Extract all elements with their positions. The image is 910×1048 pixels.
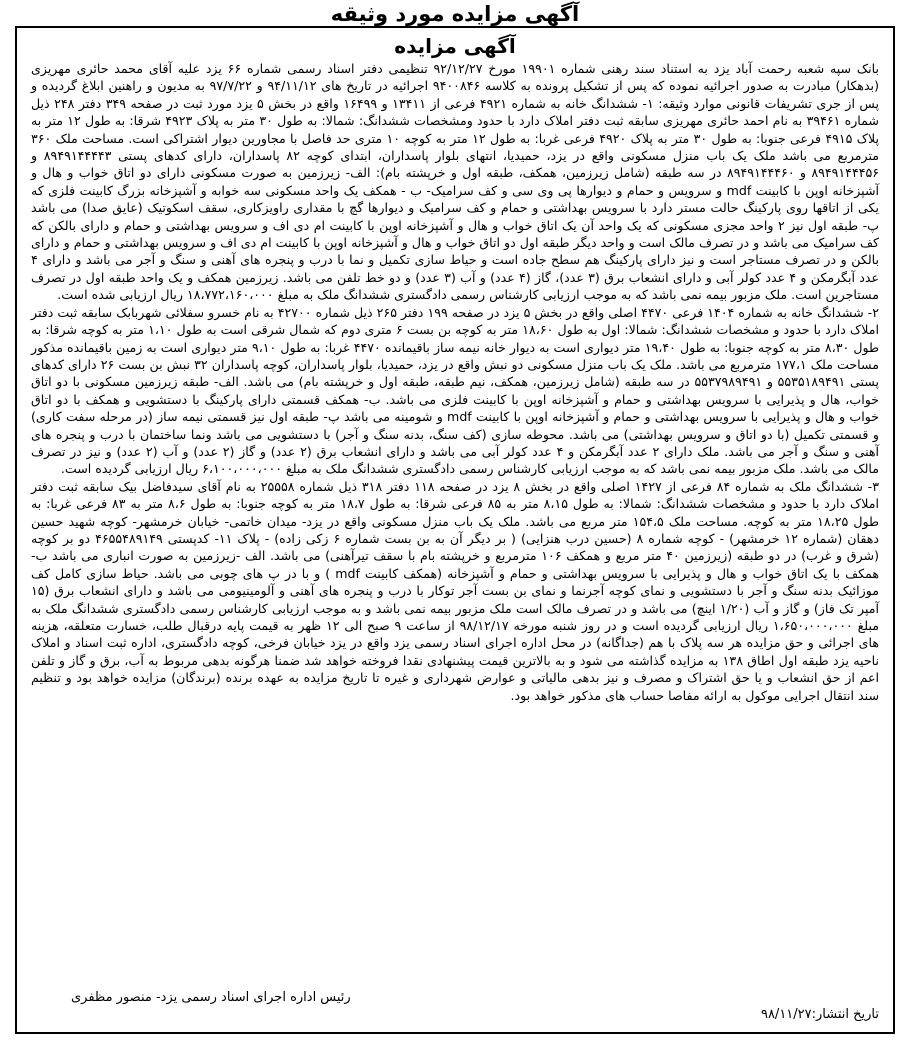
notice-frame [15, 26, 895, 1034]
notice-title: آگهی مزایده مورد وثیقه [330, 2, 580, 26]
publish-date: تاریخ انتشار:۹۸/۱۱/۲۷ [760, 1007, 879, 1022]
signature: رئیس اداره اجرای اسناد رسمی یزد- منصور مظفری [71, 990, 351, 1005]
paragraph-3: ۳- ششدانگ ملک به شماره ۸۴ فرعی از ۱۴۲۷ اصلی واقع در بخش ۸ یزد در صفحه ۱۱۸ دفتر ۳۱۸ ذیل شماره ۲۵۵۵۸ به نام آقای سیدفاضل بیک سابقه ثبت دفتر املاک دارد با حدود و مشخصات ششدانگ: شمالا: به طول ۸،۱۵ متر به ۸۵ فرعی شرقا: به طول ۱۸،۷ متر به کوچه جنوبا: به طول ۸،۶ متر به ۸۳ فرعی غربا: به طول ۱۸،۲۵ متر به کوچه. مساحت ملک ۱۵۴،۵ متر مربع می باشد. ملک یک باب منزل مسکونی واقع در یزد- میدان خاتمی- خیابان خرمشهر- کوچه شهید حسین دهقان (شماره ۱۲ خرمشهر) - کوچه شماره ۸ (حسین درب هنزایی) ( بر دیگر آن به بن بست شماره ۶ زکی زاده) - پلاک ۱۱- کدپستی ۴۶۵۵۴۸۹۱۴۹ دو بر کوچه (شرق و غرب) در دو طبقه (زیرزمین ۴۰ متر مربع و همکف ۱۰۶ مترمربع و خرپشته بام با سقف تیرآهنی) می باشد. الف -زیرزمین به صورت انباری می باشد ب- همکف با یک اتاق خواب و هال و پذیرایی با سرویس بهداشتی و حمام و آشپزخانه (همکف کابینت mdf ) و با در پ های چوبی می باشد. حیاط سازی کامل کف موزائیک بدنه سنگ و آجر با دستشویی و نمای کوچه آجرنما و نمای بن بست آجر توکار با درب و پنجره های آهنی و آلومینیومی می باشد و دارای انشعاب برق (۱۵ آمپر تک فاز) و گاز و آب (۱/۲۰ اینچ) می باشد و در تصرف مالک است ملک مزبور بیمه نمی باشد و به موجب ارزیابی کارشناس رسمی دادگستری ششدانگ ملک به مبلغ ۱،۶۵۰،۰۰۰،۰۰۰ ریال ارزیابی گردیده است و در روز شنبه مورخه ۹۸/۱۲/۱۷ از ساعت ۹ صبح الی ۱۲ ظهر به قیمت پایه درقبال طلب، خسارت متعلقه، هزینه های اجرائی و حق مزایده هر سه پلاک با هم (جداگانه) در محل اداره اجرای اسناد رسمی یزد واقع در یزد خیابان فرخی، کوچه دادگستری، اداره ثبت اسناد و املاک ناحیه یزد طبقه اول اطاق ۱۳۸ به مزایده گذاشته می شود و به بالاترین قیمت پیشنهادی نقدا فروخته خواهد شد ضمنا هرگونه بدهی مربوط به آب، برق و گاز و تلفن اعم از حق انشعاب و یا حق اشتراک و مصرف و نیز بدهی مالیاتی و عوارض شهرداری و غیره تا تاریخ مزایده به عهده برنده (برندگان) مزایده خواهد بود و تنظیم سند انتقال اجرایی موکول به ارائه مفاصا حساب های مذکور خواهد بود. [31, 478, 880, 703]
paragraph-2: ۲- ششدانگ خانه به شماره ۱۴۰۴ فرعی ۴۴۷۰ اصلی واقع در بخش ۵ یزد در صفحه ۱۹۹ دفتر ۲۶۵ ذیل شماره ۴۲۷۰۰ به نام خسرو سفلائی شهربابک سابقه ثبت دفتر املاک دارد با حدود و مشخصات ششدانگ: شمالا: اول به طول ۱۸،۶۰ متر به کوچه بن بست ۶ متری دوم که شمال شرقی است به طول ۱،۱۰ متر به کوچه شرقا: به طول ۸،۳۰ متر به کوچه جنوبا: به طول ۱۹،۴۰ متر دیواری است به دیوار خانه نیمه ساز باقیمانده ۴۴۷۰ غربا: به طول ۹،۱۰ متر دیواری است به زمین باقیمانده مذکور مساحت ملک ۱۷۷،۱ مترمربع می باشد. ملک یک باب منزل مسکونی دو نبش واقع در یزد، حمیدیا، بلوار پاسداران، کوچه پاسداران ۳۲ نبش بن بست ۲۶ دارای کدهای پستی ۵۵۳۵۱۸۹۴۹۱ و ۵۵۳۷۹۸۹۴۹۱ در سه طبقه (شامل زیرزمین، همکف، نیم طبقه، طبقه اول و خرپشته بام) می باشد. الف- طبقه زیرزمین مسکونی با دو اتاق خواب، هال و پذیرایی با سرویس بهداشتی و حمام و آشپزخانه اوپن با کابینت فلزی می باشد. ب- همکف قسمتی دارای پارکینگ با دستشویی و همکف با دو اتاق خواب و هال و پذیرایی با سرویس بهداشتی و حمام و آشپزخانه اوپن با کابینت mdf و شومینه می باشد پ- طبقه اول نیز قسمتی نیمه ساز (در مرحله سفت کاری) و قسمتی تکمیل (با دو اتاق و سرویس بهداشتی) می باشد. محوطه سازی (کف سنگ، بدنه سنگ و آجر) با دستشویی می باشد ونما ساختمان با درب و پنجره های آهنی و سنگ و آجر می باشد. ملک دارای ۲ عدد آبگرمکن و ۴ عدد کولر آبی می باشد و دارای انشعاب برق (۲ عدد) و گاز (۲ عدد) و آب (۲ عدد) و نیز در تصرف مالک می باشد. ملک مزبور بیمه نمی باشد که به موجب ارزیابی کارشناس رسمی دادگستری ششدانگ ملک به مبلغ ۶،۱۰۰،۰۰۰،۰۰۰ ریال ارزیابی گردیده است. [31, 304, 880, 477]
notice-body [31, 60, 879, 704]
paragraph-1: بانک سپه شعبه رحمت آباد یزد به استناد سند رهنی شماره ۱۹۹۰۱ مورخ ۹۲/۱۲/۲۷ تنظیمی دفتر اسناد رسمی شماره ۶۶ یزد علیه آقای محمد حائری مهریزی (بدهکار) مبادرت به صدور اجرائیه نموده که پس از تشکیل پرونده به کلاسه ۹۴۰۰۸۴۶ اجرائیه در تاریخ های ۹۴/۱۱/۱۲ و ۹۷/۷/۲۲ به مدیون و راهنین ابلاغ گردیده و پس از جری تشریفات قانونی موارد وثیقه: ۱- ششدانگ خانه به شماره ۴۹۲۱ فرعی از ۱۳۴۱۱ و ۱۶۴۹۹ واقع در بخش ۵ یزد مورد ثبت در صفحه ۳۴۹ دفتر ۲۴۸ ذیل شماره ۳۹۴۶۱ به نام احمد حائری مهریزی سابقه ثبت دفتر املاک دارد با حدود ومشخصات ششدانگ: شمالا: به طول ۳۰ متر به پلاک ۴۹۲۳ شرقا: به طول ۱۲ متر به پلاک ۴۹۱۵ فرعی جنوبا: به طول ۳۰ متر به پلاک ۴۹۲۰ فرعی غربا: به طول ۱۲ متر به کوچه ۱۰ متری حد فاصل با مجاورین دیوار اشتراکی است. مساحت ملک ۳۶۰ مترمربع می باشد ملک یک باب منزل مسکونی واقع در یزد، حمیدیا، انتهای بلوار پاسداران، ابتدای کوچه ۸۲ پاسداران، دارای کدهای پستی ۸۹۴۹۱۴۴۴۴۳ و ۸۹۴۹۱۴۴۴۵۶ و ۸۹۴۹۱۴۴۴۶۰ در سه طبقه (شامل زیرزمین، همکف، طبقه اول و خرپشته بام): الف- زیرزمین به صورت مسکونی دارای دو اتاق خواب و هال و آشپزخانه اوپن با کابینت mdf و سرویس و حمام و دیوارها پی وی سی و کف سرامیک- ب - همکف یک واحد مسکونی سه خوابه و آشپزخانه بزرگ کابینت فلزی که یکی از اتاقها روی پارکینگ حالت مستر دارد با سرویس بهداشتی و حمام و کف سرامیک و دیوارها گچ با مقداری راویزکاری، سقف اسکوتیک (عایق صدا) می باشد پ- طبقه اول نیز ۲ واحد مجزی مسکونی که یک واحد آن یک اتاق خواب و هال و آشپزخانه اوپن با کابینت ام دی اف و سرویس بهداشتی و حمام و دارای بالکن که کف سرامیک می باشد و در تصرف مالک است و واحد دیگر طبقه اول دو اتاق خواب و هال و آشپزخانه اوپن با کابینت ام دی اف و سرویس بهداشتی و حمام و دارای بالکن و در تصرف مستاجر است و نیز دارای پارکینگ هم سطح جاده است و حیاط سازی تکمیل و نما با درب و پنجره های آهنی و سنگ و آجر می باشد و دارای ۴ عدد آبگرمکن و ۴ عدد کولر آبی و دارای انشعاب برق (۳ عدد)، گاز (۴ عدد) و آب (۳ عدد) و دو خط تلفن می باشد. زیرزمین همکف و یک واحد طبقه اول در تصرف مستاجرین است. ملک مزبور بیمه نمی باشد که به موجب ارزیابی کارشناس رسمی دادگستری ششدانگ ملک به مبلغ ۱۸،۷۷۲،۱۶۰،۰۰۰ ریال ارزیابی شده است. [31, 61, 880, 303]
notice-subtitle: آگهی مزایده [394, 34, 516, 58]
